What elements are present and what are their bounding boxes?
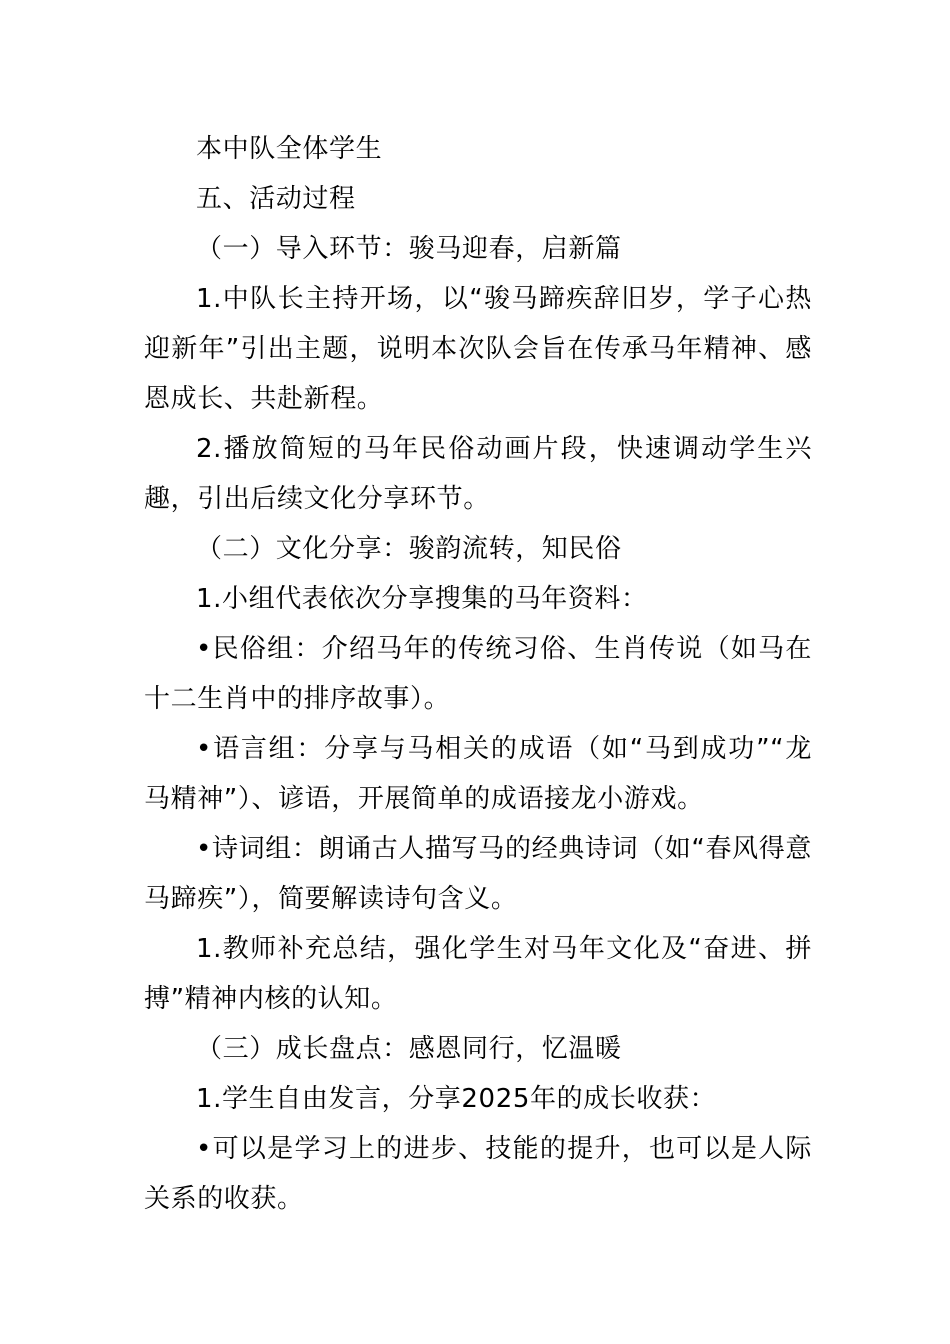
paragraph-animation: 2.播放简短的马年民俗动画片段，快速调动学生兴趣，引出后续文化分享环节。	[144, 434, 812, 514]
bullet-language-group: •语言组：分享与马相关的成语（如“马到成功”“龙马精神”）、谚语，开展简单的成语接龙小游戏。	[144, 734, 812, 814]
bullet-growth-examples: •可以是学习上的进步、技能的提升，也可以是人际关系的收获。	[144, 1134, 812, 1214]
paragraph-group-sharing: 1.小组代表依次分享搜集的马年资料：	[196, 584, 648, 614]
subheading-introduction: （一）导入环节：骏马迎春，启新篇	[196, 234, 622, 264]
paragraph-opening: 1.中队长主持开场，以“骏马蹄疾辞旧岁，学子心热迎新年”引出主题，说明本次队会旨在传承马年精神、感恩成长、共赴新程。	[144, 284, 812, 414]
paragraph-participants: 本中队全体学生	[196, 134, 383, 164]
section-heading-activity-process: 五、活动过程	[196, 184, 356, 214]
paragraph-teacher-summary: 1.教师补充总结，强化学生对马年文化及“奋进、拼搏”精神内核的认知。	[144, 934, 812, 1014]
document-body	[144, 124, 812, 1224]
bullet-folklore-group: •民俗组：介绍马年的传统习俗、生肖传说（如马在十二生肖中的排序故事）。	[144, 634, 812, 714]
paragraph-free-speech: 1.学生自由发言，分享2025年的成长收获：	[196, 1084, 717, 1114]
subheading-culture-sharing: （二）文化分享：骏韵流转，知民俗	[196, 534, 622, 564]
bullet-poetry-group: •诗词组：朗诵古人描写马的经典诗词（如“春风得意马蹄疾”），简要解读诗句含义。	[144, 834, 812, 914]
subheading-growth-review: （三）成长盘点：感恩同行，忆温暖	[196, 1034, 622, 1064]
